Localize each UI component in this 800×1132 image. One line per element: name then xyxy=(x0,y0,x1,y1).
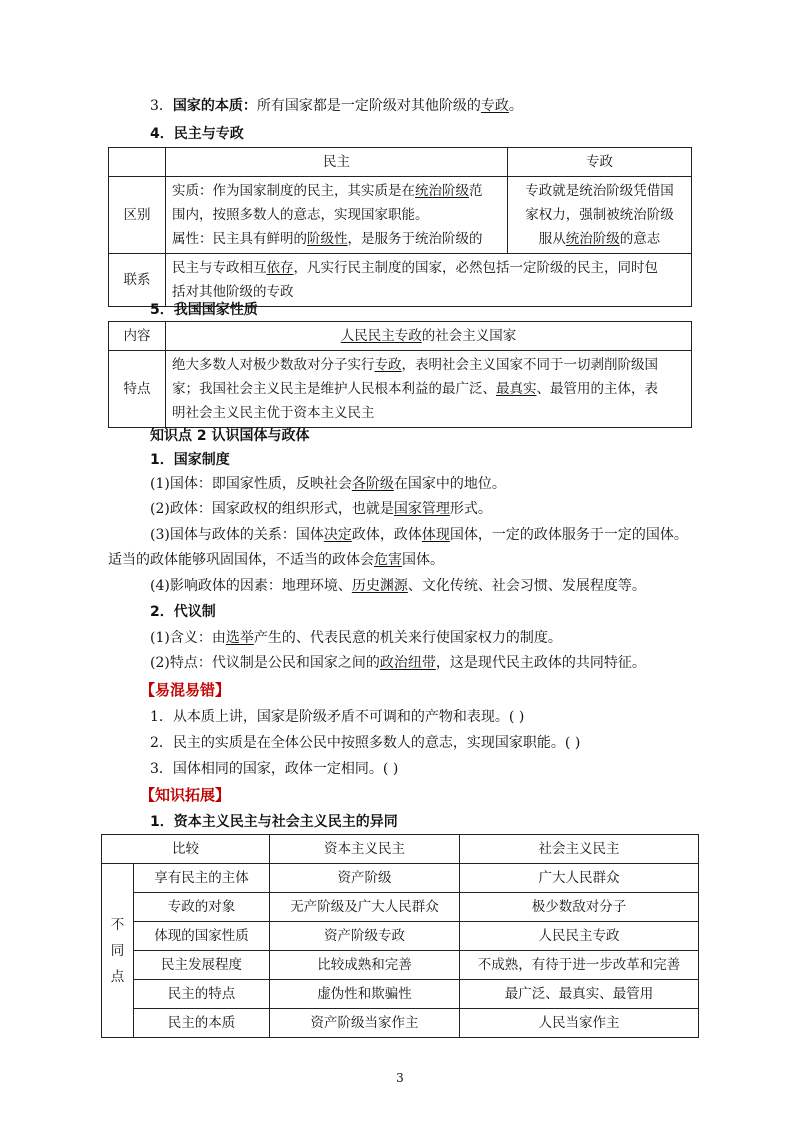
para-guoti: (1)国体：即国家性质，反映社会各阶级在国家中的地位。 xyxy=(150,476,506,492)
table-row: 民主的特点 虚伪性和欺骗性 最广泛、最真实、最管用 xyxy=(102,980,699,1009)
page-number: 3 xyxy=(396,1071,404,1085)
zhuanzheng-cell: 专政就是统治阶级凭借国 家权力，强制被统治阶级 服从统治阶级的意志 xyxy=(508,177,692,254)
question-1: 1．从本质上讲，国家是阶级矛盾不可调和的产物和表现。( ) xyxy=(150,709,525,725)
heading-comparison: 1．资本主义民主与社会主义民主的异同 xyxy=(150,814,398,830)
question-3: 3．国体相同的国家，政体一定相同。( ) xyxy=(150,761,399,777)
section-5-title: 5．我国国家性质 xyxy=(150,302,258,318)
section-3: 3．国家的本质：所有国家都是一定阶级对其他阶级的专政。 xyxy=(150,98,523,114)
table-row: 民主的本质 资产阶级当家作主 人民当家作主 xyxy=(102,1009,699,1038)
national-nature-table xyxy=(108,321,692,428)
lianxi-cell: 民主与专政相互依存，凡实行民主制度的国家，必然包括一定阶级的民主，同时包 括对其他阶级的专政 xyxy=(166,254,692,307)
section-4-title: 4．民主与专政 xyxy=(150,126,244,142)
table-row: 区别 实质：作为国家制度的民主，其实质是在统治阶级范 围内，按照多数人的意志，实现国家职能。 属性：民主具有鲜明的阶级性，是服务于统治阶级的 专政就是统治阶级凭借国 家权力，强制被统治阶级 服从统治阶级的意志 xyxy=(109,177,692,254)
table-row: 特点 绝大多数人对极少数敌对分子实行专政，表明社会主义国家不同于一切剥削阶级国 家；我国社会主义民主是维护人民根本利益的最广泛、最真实、最管用的主体，表 明社会主义民主优于资本主义民主 xyxy=(109,351,692,428)
para-hanyi: (1)含义：由选举产生的、代表民意的机关来行使国家权力的制度。 xyxy=(150,630,562,646)
table-row: 内容 人民民主专政的社会主义国家 xyxy=(109,322,692,351)
table-row xyxy=(109,148,692,177)
para-zhengti: (2)政体：国家政权的组织形式，也就是国家管理形式。 xyxy=(150,501,492,517)
para-factors: (4)影响政体的因素：地理环境、历史渊源、文化传统、社会习惯、发展程度等。 xyxy=(150,578,646,594)
table-row: 比较 资本主义民主 社会主义民主 xyxy=(102,835,699,864)
side-label: 不 同 点 xyxy=(102,864,134,1038)
question-2: 2．民主的实质是在全体公民中按照多数人的意志，实现国家职能。( ) xyxy=(150,735,581,751)
table-row: 体现的国家性质 资产阶级专政 人民民主专政 xyxy=(102,922,699,951)
table-row: 专政的对象 无产阶级及广大人民群众 极少数敌对分子 xyxy=(102,893,699,922)
header-minzhu: 民主 xyxy=(166,148,508,177)
knowledge-point-2: 知识点 2 认识国体与政体 xyxy=(150,428,310,444)
democracy-dictatorship-table xyxy=(108,147,692,307)
para-tedian: (2)特点：代议制是公民和国家之间的政治纽带，这是现代民主政体的共同特征。 xyxy=(150,655,646,671)
para-relation: (3)国体与政体的关系：国体决定政体，政体体现国体，一定的政体服务于一定的国体。 xyxy=(150,527,688,543)
header-zhuanzheng: 专政 xyxy=(508,148,692,177)
comparison-table xyxy=(101,834,699,1038)
heading-yihun-yicuo: 【易混易错】 xyxy=(140,681,231,699)
table-row: 不 同 点 享有民主的主体 资产阶级 广大人民群众 xyxy=(102,864,699,893)
minzhu-cell: 实质：作为国家制度的民主，其实质是在统治阶级范 围内，按照多数人的意志，实现国家职能。 属性：民主具有鲜明的阶级性，是服务于统治阶级的 xyxy=(166,177,508,254)
table-row: 民主发展程度 比较成熟和完善 不成熟，有待于进一步改革和完善 xyxy=(102,951,699,980)
table-row: 联系 民主与专政相互依存，凡实行民主制度的国家，必然包括一定阶级的民主，同时包 括对其他阶级的专政 xyxy=(109,254,692,307)
heading-zhishi-tuozhan: 【知识拓展】 xyxy=(140,786,231,804)
heading-guojia-zhidu: 1．国家制度 xyxy=(150,452,230,468)
para-relation-cont: 适当的政体能够巩固国体，不适当的政体会危害国体。 xyxy=(108,552,444,568)
heading-daiyizhi: 2．代议制 xyxy=(150,604,216,620)
